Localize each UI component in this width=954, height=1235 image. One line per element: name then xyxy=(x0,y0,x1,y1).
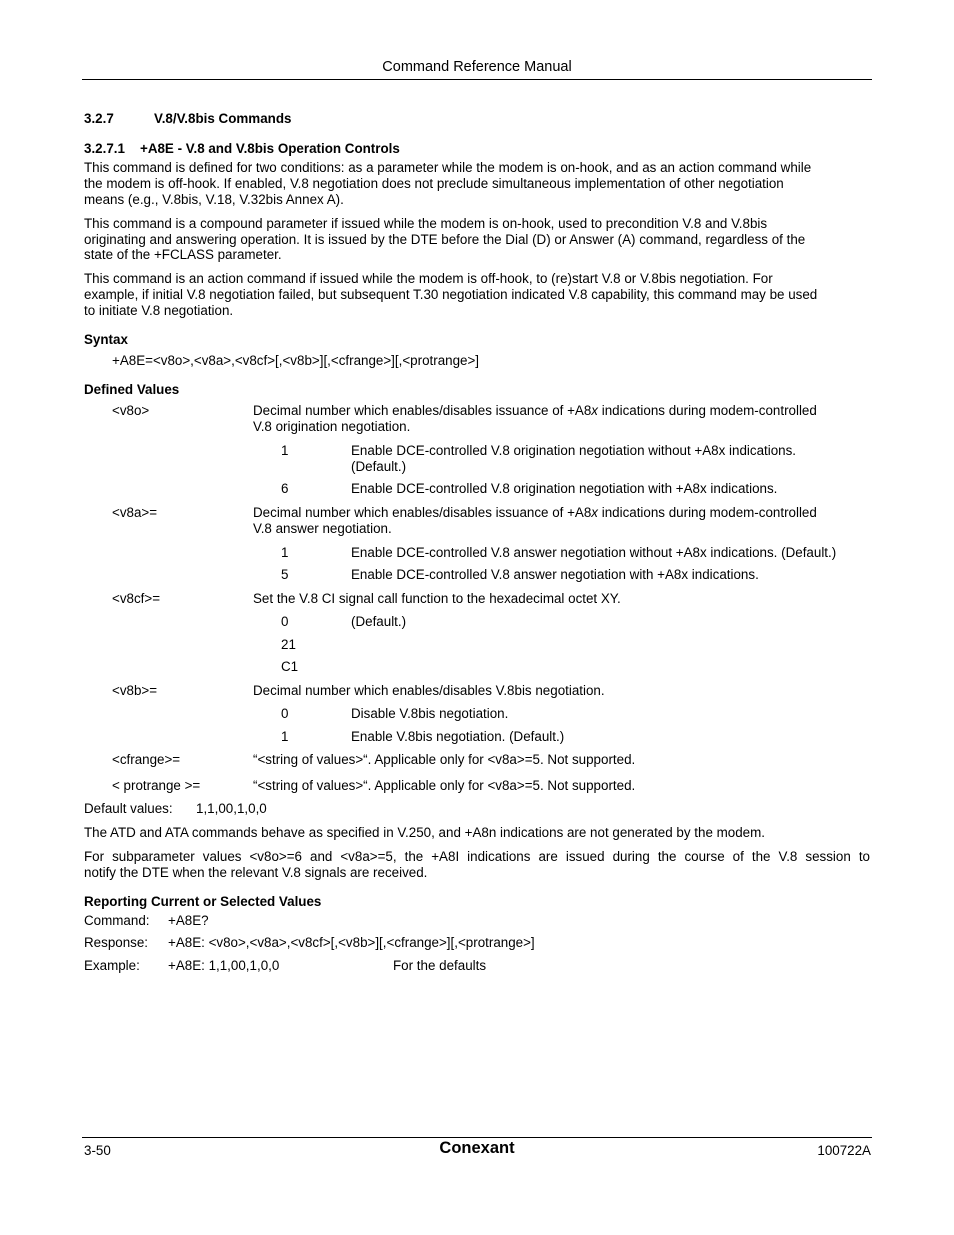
param-v8o-desc-line-1: Decimal number which enables/disables issuance of +A8x indications during modem-controlled xyxy=(253,403,817,418)
section-number: 3.2.7 xyxy=(84,111,114,126)
v8b-value-desc: Disable V.8bis negotiation. xyxy=(351,706,509,721)
subparam-note-line-1: For subparameter values <v8o>=6 and <v8a>=5, the +A8I indications are issued during the course of the V.8 session to xyxy=(84,849,870,864)
param-protrange-desc: “<string of values>“. Applicable only for <v8a>=5. Not supported. xyxy=(253,778,636,793)
v8a-value: 5 xyxy=(281,567,289,582)
syntax-text: +A8E=<v8o>,<v8a>,<v8cf>[,<v8b>][,<cfrange>][,<protrange>] xyxy=(112,353,480,368)
subparam-note-line-2: notify the DTE when the relevant V.8 signals are received. xyxy=(84,865,428,880)
example-label: Example: xyxy=(84,958,140,973)
response-label: Response: xyxy=(84,935,149,950)
footer-page-number: 3-50 xyxy=(84,1143,111,1158)
paragraph-1-line-2: the modem is off-hook. If enabled, V.8 negotiation does not preclude simultaneous implementation of other negotiation xyxy=(84,176,784,191)
v8cf-value: C1 xyxy=(281,659,299,674)
command-value: +A8E? xyxy=(168,913,209,928)
response-value: +A8E: <v8o>,<v8a>,<v8cf>[,<v8b>][,<cfrange>][,<protrange>] xyxy=(168,935,535,950)
v8o-value: 6 xyxy=(281,481,289,496)
v8a-value-desc: Enable DCE-controlled V.8 answer negotiation with +A8x indications. xyxy=(351,567,759,582)
param-protrange-name: < protrange >= xyxy=(112,778,201,793)
command-label: Command: xyxy=(84,913,150,928)
param-v8o-name: <v8o> xyxy=(112,403,150,418)
atd-note: The ATD and ATA commands behave as specified in V.250, and +A8n indications are not generated by the modem. xyxy=(84,825,765,840)
v8b-value-desc: Enable V.8bis negotiation. (Default.) xyxy=(351,729,565,744)
defaults-value: 1,1,00,1,0,0 xyxy=(196,801,267,816)
v8cf-value: 0 xyxy=(281,614,289,629)
v8o-value-desc: Enable DCE-controlled V.8 origination negotiation with +A8x indications. xyxy=(351,481,778,496)
paragraph-1-line-3: means (e.g., V.8bis, V.18, V.32bis Annex A). xyxy=(84,192,344,207)
v8o-value-desc: Enable DCE-controlled V.8 origination negotiation without +A8x indications. xyxy=(351,443,797,458)
v8o-value-desc-cont: (Default.) xyxy=(351,459,407,474)
param-v8o-desc-line-2: V.8 origination negotiation. xyxy=(253,419,411,434)
param-v8b-name: <v8b>= xyxy=(112,683,158,698)
v8o-value: 1 xyxy=(281,443,289,458)
defined-values-heading: Defined Values xyxy=(84,382,180,397)
param-v8a-name: <v8a>= xyxy=(112,505,158,520)
paragraph-3-line-1: This command is an action command if issued while the modem is off-hook, to (re)start V.8 or V.8bis negotiation. For xyxy=(84,271,773,286)
syntax-heading: Syntax xyxy=(84,332,128,347)
param-v8cf-name: <v8cf>= xyxy=(112,591,161,606)
footer-doc-number: 100722A xyxy=(817,1143,871,1158)
page-header-title: Command Reference Manual xyxy=(382,59,572,75)
defaults-label: Default values: xyxy=(84,801,173,816)
paragraph-1-line-1: This command is defined for two conditions: as a parameter while the modem is on-hook, and as an action command while xyxy=(84,160,812,175)
section-title: V.8/V.8bis Commands xyxy=(154,111,292,126)
reporting-heading: Reporting Current or Selected Values xyxy=(84,894,322,909)
v8a-value: 1 xyxy=(281,545,289,560)
param-v8a-desc-line-2: V.8 answer negotiation. xyxy=(253,521,392,536)
v8cf-value: 21 xyxy=(281,637,296,652)
param-v8b-desc: Decimal number which enables/disables V.8bis negotiation. xyxy=(253,683,605,698)
subsection-title: +A8E - V.8 and V.8bis Operation Controls xyxy=(140,141,400,156)
paragraph-2-line-1: This command is a compound parameter if issued while the modem is on-hook, used to precondition V.8 and V.8bis xyxy=(84,216,768,231)
v8b-value: 0 xyxy=(281,706,289,721)
paragraph-3-line-3: to initiate V.8 negotiation. xyxy=(84,303,234,318)
v8b-value: 1 xyxy=(281,729,289,744)
subsection-number: 3.2.7.1 xyxy=(84,141,125,156)
v8a-value-desc: Enable DCE-controlled V.8 answer negotiation without +A8x indications. (Default.) xyxy=(351,545,837,560)
header-rule xyxy=(82,79,872,80)
example-note: For the defaults xyxy=(393,958,487,973)
paragraph-2-line-2: originating and answering operation. It is issued by the DTE before the Dial (D) or Answer (A) command, regardless of the xyxy=(84,232,806,247)
example-value: +A8E: 1,1,00,1,0,0 xyxy=(168,958,280,973)
paragraph-3-line-2: example, if initial V.8 negotiation failed, but subsequent T.30 negotiation indicated V.8 capability, this command may be used xyxy=(84,287,818,302)
param-cfrange-desc: “<string of values>“. Applicable only for <v8a>=5. Not supported. xyxy=(253,752,636,767)
footer-rule xyxy=(82,1137,872,1138)
v8cf-value-desc: (Default.) xyxy=(351,614,407,629)
footer-brand: Conexant xyxy=(439,1139,515,1157)
param-v8a-desc-line-1: Decimal number which enables/disables issuance of +A8x indications during modem-controlled xyxy=(253,505,817,520)
param-cfrange-name: <cfrange>= xyxy=(112,752,181,767)
paragraph-2-line-3: state of the +FCLASS parameter. xyxy=(84,247,282,262)
param-v8cf-desc: Set the V.8 CI signal call function to the hexadecimal octet XY. xyxy=(253,591,621,606)
